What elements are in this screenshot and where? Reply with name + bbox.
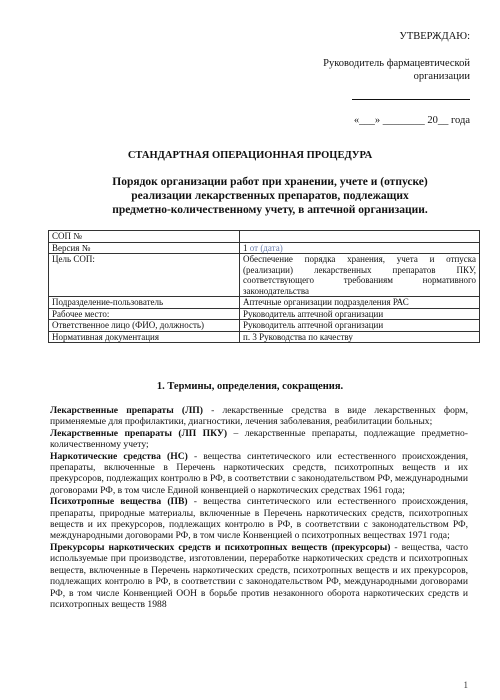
term-name: Психотропные вещества (ПВ): [50, 496, 188, 508]
table-row: [49, 231, 480, 243]
table-cell-value: [240, 231, 480, 243]
table-row: [49, 254, 480, 297]
terms-section: [50, 405, 468, 610]
term-paragraph: [50, 428, 468, 451]
sop-info-table: [48, 230, 480, 343]
term-definition: - вещества синтетического или естественного происхождения, препараты, природные материалы, включенные в Перечень наркотических средств, психотропных веществ и их прекурсоров, подлежащих контролю в РФ, в соответствии с законодательством РФ, международными договорами РФ, в том числе Конвенцией о психотропных веществах 1971 года;: [50, 496, 469, 542]
term-paragraph: [50, 496, 468, 542]
signature-line: [352, 99, 470, 100]
term-name: Наркотические средства (НС): [50, 450, 188, 462]
table-cell-value: п. 3 Руководства по качеству: [240, 331, 480, 343]
table-cell-label: Цель СОП:: [49, 254, 240, 297]
term-paragraph: [50, 405, 468, 428]
page-number: 1: [463, 680, 468, 690]
term-definition: - вещества, часто используемые при производстве, изготовлении, переработке наркотических средств и психотропных веществ, включенные в Перечень наркотических средств, психотропных веществ и их прекурсоров, подлежащих контролю в РФ, в соответствии с законодательством РФ, международными договорами РФ, в том числе Конвенцией ООН в борьбе против незаконного оборота наркотических средств и психотропных веществ 1988: [50, 541, 468, 610]
term-definition: - вещества синтетического или естественного происхождения, препараты, включенные в Перечень наркотических средств, психотропных веществ и их прекурсоров, подлежащих контролю в РФ, в соответствии с законодательством РФ, международными договорами РФ, в том числе Единой конвенцией о наркотических средствах 1961 года;: [50, 450, 468, 496]
table-cell-value: Руководитель аптечной организации: [240, 308, 480, 320]
term-name: Лекарственные препараты (ЛП): [50, 405, 203, 416]
table-row: [49, 308, 480, 320]
term-definition: – лекарственные препараты, подлежащие предметно-количественному учету;: [50, 427, 468, 451]
term-paragraph: [50, 542, 468, 610]
approval-block: [280, 30, 470, 127]
table-cell-label: Ответственное лицо (ФИО, должность): [49, 320, 240, 332]
table-cell-label: Рабочее место:: [49, 308, 240, 320]
approve-label: УТВЕРЖДАЮ:: [399, 31, 470, 42]
term-name: Прекурсоры наркотических средств и психотропных веществ (прекурсоры): [50, 541, 391, 553]
approval-date: «___» ________ 20__ года: [353, 115, 470, 126]
table-cell-value: Аптечные организации подразделения РАС: [240, 297, 480, 309]
approver-position-line1: Руководитель фармацевтической: [323, 58, 470, 69]
approver-position-line2: организации: [413, 71, 470, 82]
table-row: [49, 320, 480, 332]
section-heading: 1. Термины, определения, сокращения.: [156, 381, 344, 392]
table-cell-value: Обеспечение порядка хранения, учета и отпуска (реализации) лекарственных препаратов ПКУ, соответствующего требованиям нормативного законодательства: [240, 254, 480, 297]
table-cell-value: Руководитель аптечной организации: [240, 320, 480, 332]
version-number: 1: [243, 242, 248, 253]
table-cell-label: Версия №: [49, 242, 240, 254]
term-definition: - лекарственные средства в виде лекарственных форм, применяемые для профилактики, диагностики, лечения заболевания, реабилитации больных;: [50, 405, 468, 428]
table-cell-label: Нормативная документация: [49, 331, 240, 343]
table-cell-label: СОП №: [49, 231, 240, 243]
table-row: [49, 331, 480, 343]
term-name: Лекарственные препараты (ЛП ПКУ): [50, 427, 228, 439]
table-row: [49, 242, 480, 254]
doc-title: СТАНДАРТНАЯ ОПЕРАЦИОННАЯ ПРОЦЕДУРА: [127, 150, 373, 161]
version-date: от (дата): [247, 242, 283, 253]
table-row: [49, 297, 480, 309]
table-cell-label: Подразделение-пользователь: [49, 297, 240, 309]
doc-subtitle: Порядок организации работ при хранении, учете и (отпуске) реализации лекарственных препаратов, подлежащих предметно-количественному учету, в аптечной организации.: [112, 176, 428, 216]
table-cell-value: [240, 242, 480, 254]
term-paragraph: [50, 451, 468, 497]
